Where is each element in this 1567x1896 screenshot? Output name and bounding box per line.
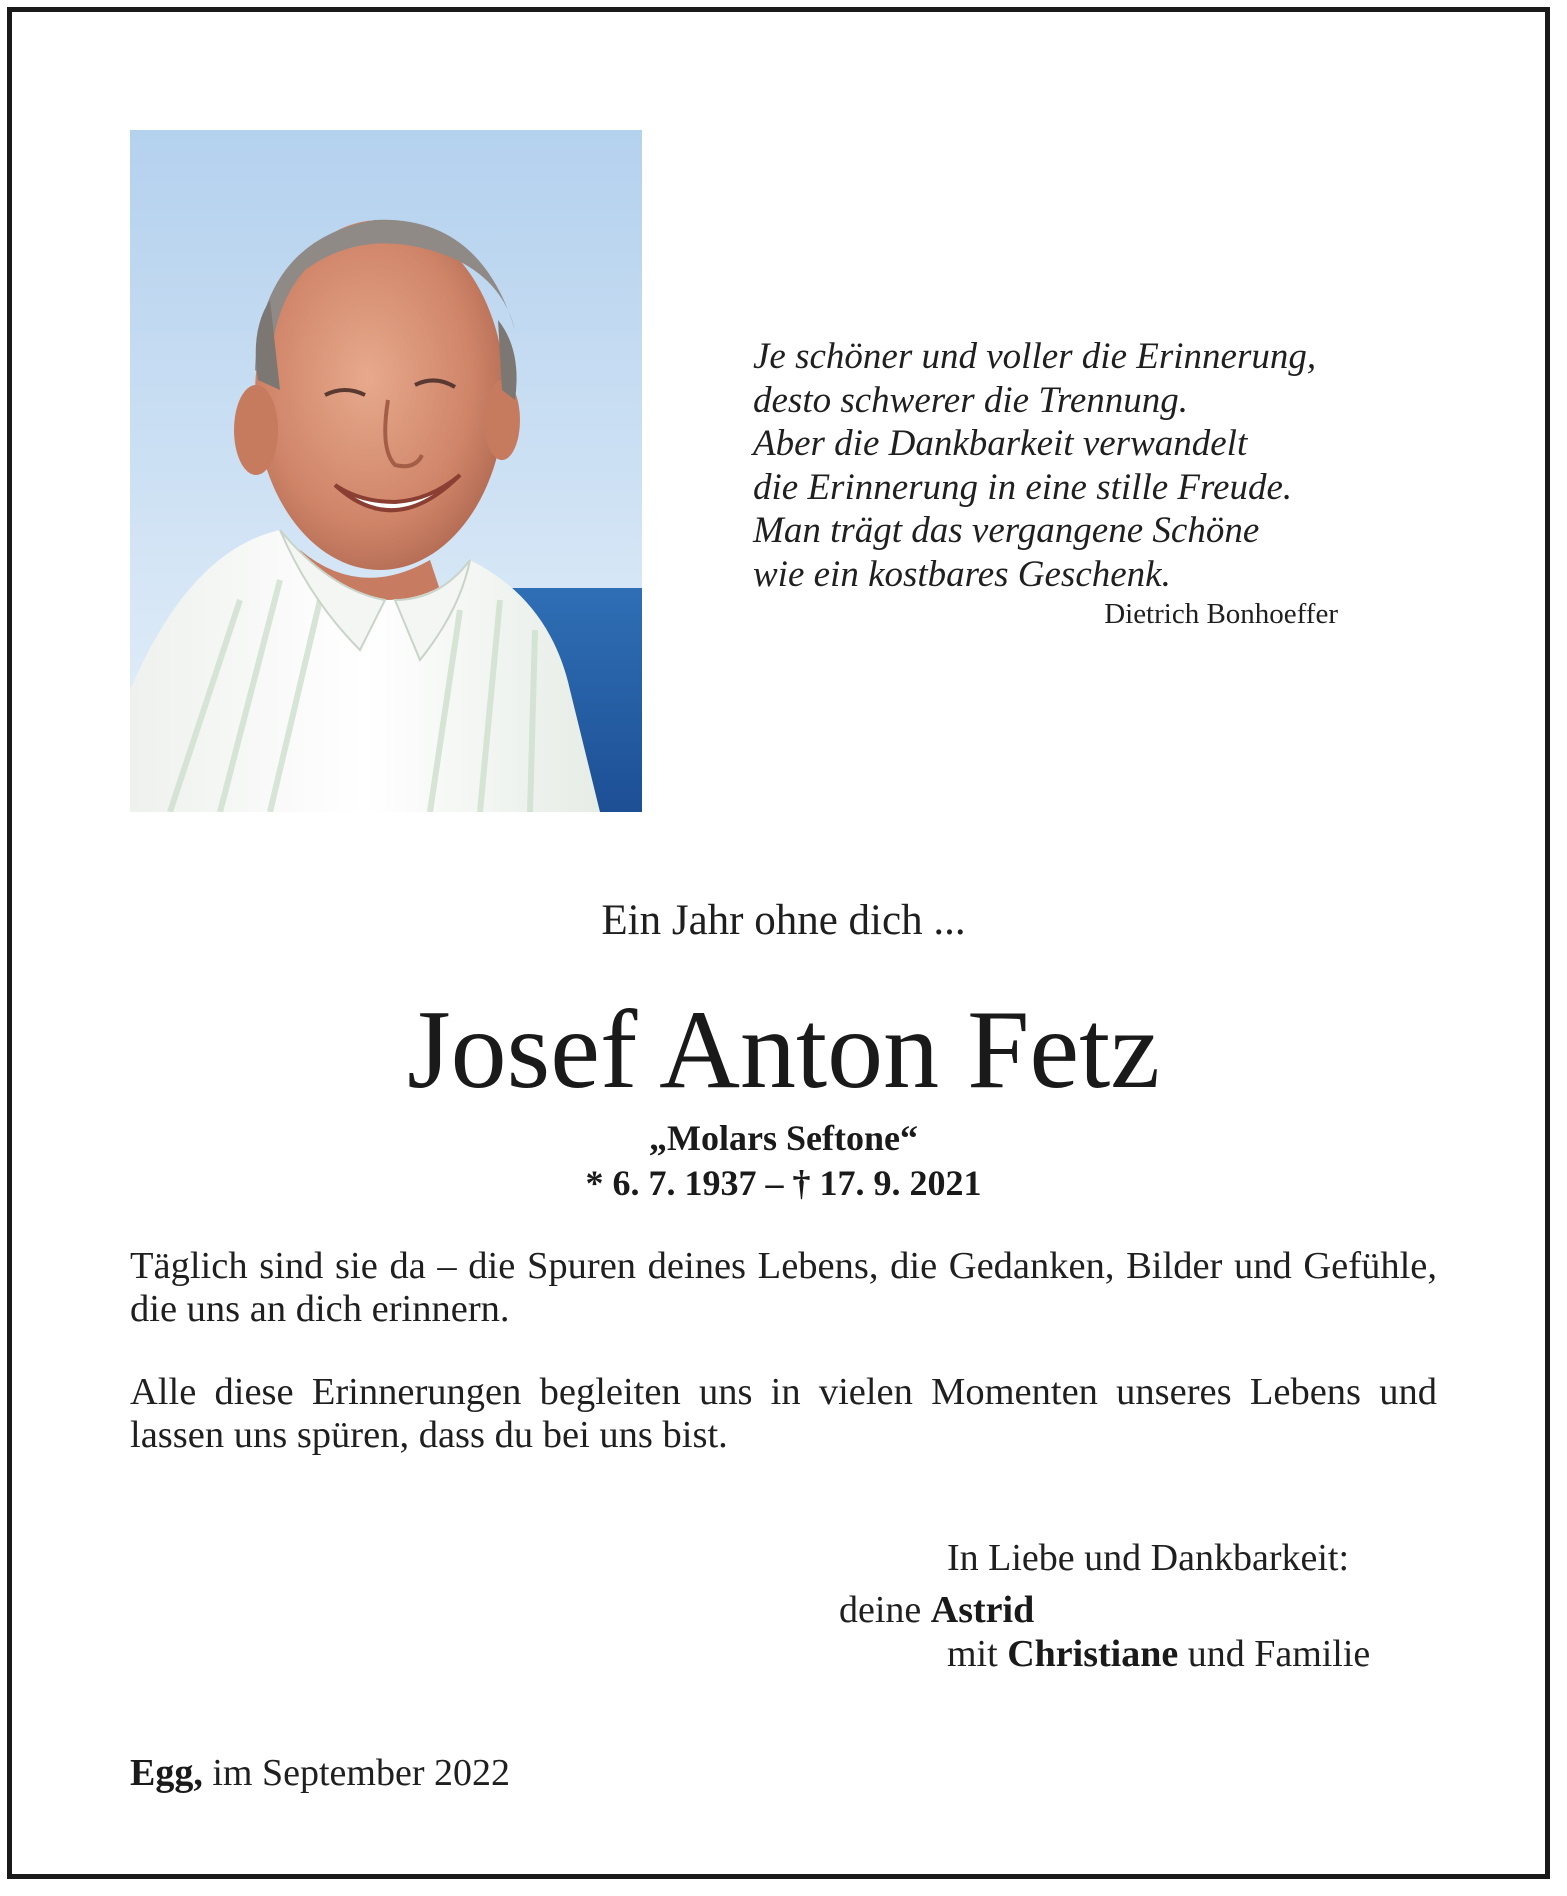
life-dates: * 6. 7. 1937 – † 17. 9. 2021	[585, 1163, 982, 1203]
signature-name-christiane: Christiane	[1007, 1633, 1179, 1675]
deceased-name: Josef Anton Fetz	[407, 988, 1160, 1112]
place-town: Egg,	[130, 1752, 203, 1794]
signature-closing: In Liebe und Dankbarkeit:	[947, 1537, 1350, 1579]
quote-line: Man trägt das vergangene Schöne	[753, 510, 1260, 551]
signature-line-2	[947, 1632, 1370, 1676]
place-date	[130, 1751, 510, 1795]
quote-line: Aber die Dankbarkeit verwandelt	[753, 423, 1248, 464]
quote-block	[753, 335, 1373, 596]
signature-suffix: und Familie	[1187, 1633, 1371, 1675]
quote-line: Je schöner und voller die Erinnerung,	[753, 336, 1317, 377]
nickname: „Molars Seftone“	[649, 1118, 918, 1158]
signature-name-astrid: Astrid	[930, 1589, 1035, 1631]
portrait-photo	[130, 130, 642, 812]
quote-line: desto schwerer die Trennung.	[753, 379, 1189, 421]
signature-prefix: mit	[947, 1633, 998, 1675]
signature-prefix: deine	[839, 1589, 922, 1631]
intro-text: Ein Jahr ohne dich ...	[601, 897, 966, 944]
quote-line: die Erinnerung in eine stille Freude.	[753, 466, 1293, 508]
paragraph-1: Täglich sind sie da – die Spuren deines Lebens, die Gedanken, Bilder und Gefühle, die uns an dich erinnern.	[130, 1245, 1437, 1330]
place-date-text: im September 2022	[212, 1752, 510, 1794]
paragraph-2: Alle diese Erinnerungen begleiten uns in vielen Momenten unseres Lebens und lassen uns spüren, dass du bei uns bist.	[130, 1371, 1437, 1456]
quote-author: Dietrich Bonhoeffer	[1104, 598, 1338, 630]
signature-line-1	[839, 1588, 1034, 1632]
quote-line: wie ein kostbares Geschenk.	[753, 553, 1171, 595]
